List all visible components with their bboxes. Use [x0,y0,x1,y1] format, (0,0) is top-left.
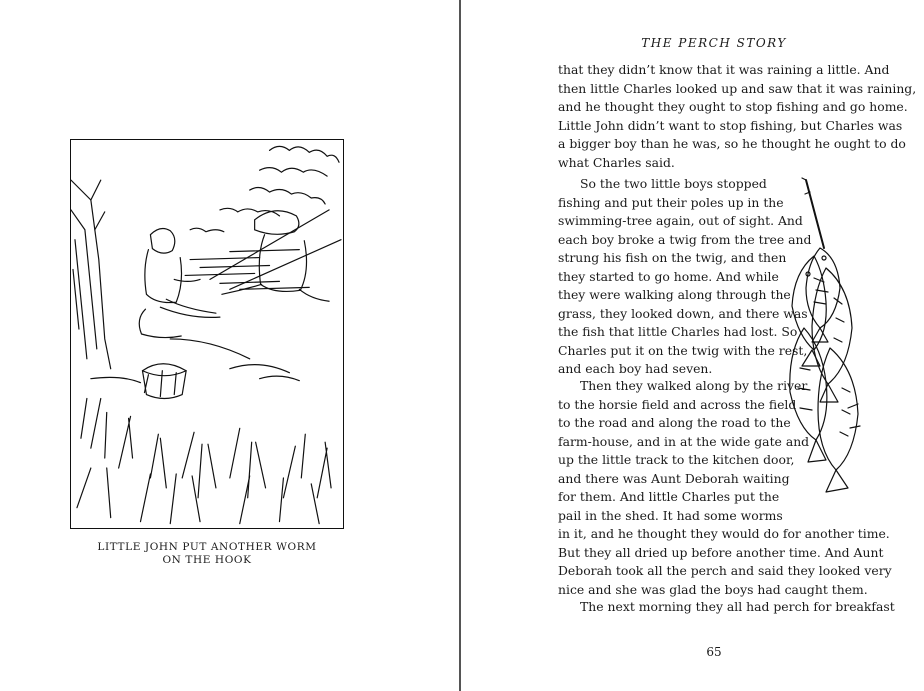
caption-line-1: LITTLE JOHN PUT ANOTHER WORM [97,541,317,553]
text-line: But they all dried up before another time. And Aunt [558,544,884,560]
text-line: Deborah took all the perch and said they looked very [558,563,892,578]
text-line: The next morning they all had perch for breakfast [580,599,895,614]
paragraph-2 [558,175,812,379]
paragraph-4 [558,598,895,617]
text-line: So the two little boys stopped [580,176,767,191]
text-line: farm-house, and in at the wide gate and [558,433,810,449]
paragraph-1 [558,61,917,172]
text-line: up the little track to the kitchen door, [558,452,795,467]
text-line: then little Charles looked up and saw that it was raining, [558,80,917,96]
text-line: grass, they looked down, and there was [558,305,808,321]
text-line: Little John didn’t want to stop fishing, but Charles was [558,117,903,133]
text-line: in it, and he thought they would do for another time. [558,526,890,541]
running-head: THE PERCH STORY [641,36,787,50]
text-line: strung his fish on the twig, and then [558,250,787,265]
page-number: 65 [706,645,722,659]
text-line: they were walking along through the [558,287,791,302]
text-line: to the road and along the road to the [558,415,791,430]
text-line: nice and she was glad the boys had caught them. [558,581,868,597]
text-line: they started to go home. And while [558,268,779,284]
text-line: pail in the shed. It had some worms [558,507,783,523]
text-line: the fish that little Charles had lost. So [558,324,798,339]
text-line: to the horsie field and across the field [558,396,797,412]
caption-line-2: ON THE HOOK [162,554,252,566]
fish-drawing [786,178,872,504]
text-line: Then they walked along by the river [580,378,808,393]
illustration-caption [70,541,344,567]
pen-drawing [71,140,343,528]
text-line: that they didn’t know that it was raining a little. And [558,62,890,77]
left-page [0,0,459,691]
text-line: and he thought they ought to stop fishing and go home. [558,99,908,114]
text-line: fishing and put their poles up in the [558,194,784,210]
fish-on-twig-illustration [786,178,872,504]
text-line: each boy broke a twig from the tree and [558,231,812,247]
illustration-boys-fishing [70,139,344,529]
text-line: for them. And little Charles put the [558,489,780,504]
text-line: and each boy had seven. [558,361,713,376]
text-line: swimming-tree again, out of sight. And [558,213,803,228]
text-line: what Charles said. [558,154,675,170]
text-line: and there was Aunt Deborah waiting [558,470,790,486]
text-line: Charles put it on the twig with the rest, [558,342,808,358]
text-line: a bigger boy than he was, so he thought he ought to do [558,136,906,151]
right-page [461,0,924,691]
